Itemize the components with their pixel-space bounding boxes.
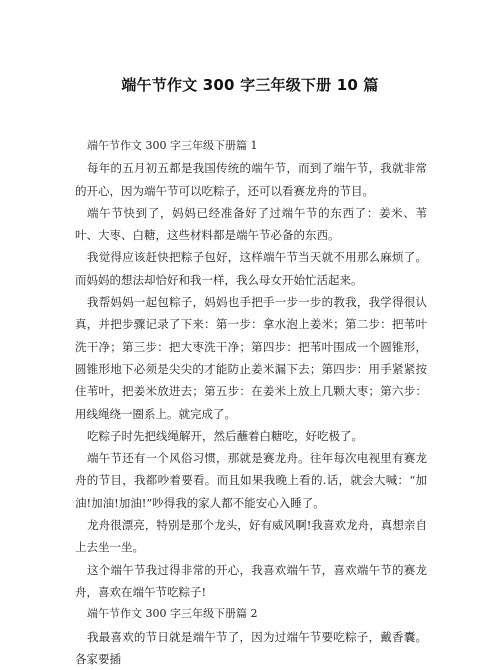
section-heading: 端午节作文 300 字三年级下册篇 1	[87, 139, 258, 152]
document-title: 端午节作文 300 字三年级下册 10 篇	[121, 76, 379, 94]
section-heading: 端午节作文 300 字三年级下册篇 2	[87, 607, 258, 621]
paragraph: 龙舟很漂亮，特别是那个龙头，好有威风啊!我喜欢龙舟，真想亲自上去坐一坐。	[75, 518, 427, 555]
document-body	[75, 135, 427, 670]
paragraph: 我觉得应该赶快把粽子包好，这样端午节当天就不用那么麻烦了。而妈妈的想法却恰好和我一样，我么母女开始忙活起来。	[75, 250, 427, 287]
paragraph: 我帮妈妈一起包粽子，妈妈也手把手一步一步的教我，我学得很认真，并把步骤记录了下来：第一步：拿水泡上姜米；第二步：把苇叶洗干净；第三步：把大枣洗干净；第四步：把苇叶围成一个圆锥形，圆锥形地下必须是尖尖的才能防止姜米漏下去；第四步：用手紧紧按住苇叶，把姜米放进去；第五步：在姜米上放上几颗大枣；第六步：用线绳绕一圈系上。就完成了。	[75, 295, 427, 421]
paragraph: 端午节快到了，妈妈已经准备好了过端午节的东西了：姜米、苇叶、大枣、白糖，这些材料都是端午节必备的东西。	[75, 205, 427, 243]
paragraph: 吃粽子时先把线绳解开，然后蘸着白糖吃，好吃极了。	[87, 428, 363, 443]
paragraph: 这个端午节我过得非常的开心，我喜欢端午节，喜欢端午节的赛龙舟，喜欢在端午节吃粽子!	[75, 562, 427, 599]
paragraph: 每年的五月初五都是我国传统的端午节，而到了端午节，我就非常的开心，因为端午节可以吃粽子，还可以看赛龙舟的节目。	[75, 161, 427, 198]
paragraph: 我最喜欢的节日就是端午节了，因为过端午节要吃粽子，戴香囊。各家要插	[75, 629, 427, 666]
paragraph: 端午节还有一个风俗习惯，那就是赛龙舟。往年每次电视里有赛龙舟的节目，我都吵着要看。而且如果我晚上看的.话，就会大喊：“加油!加油!加油!”吵得我的家人都不能安心入睡了。	[75, 451, 427, 510]
